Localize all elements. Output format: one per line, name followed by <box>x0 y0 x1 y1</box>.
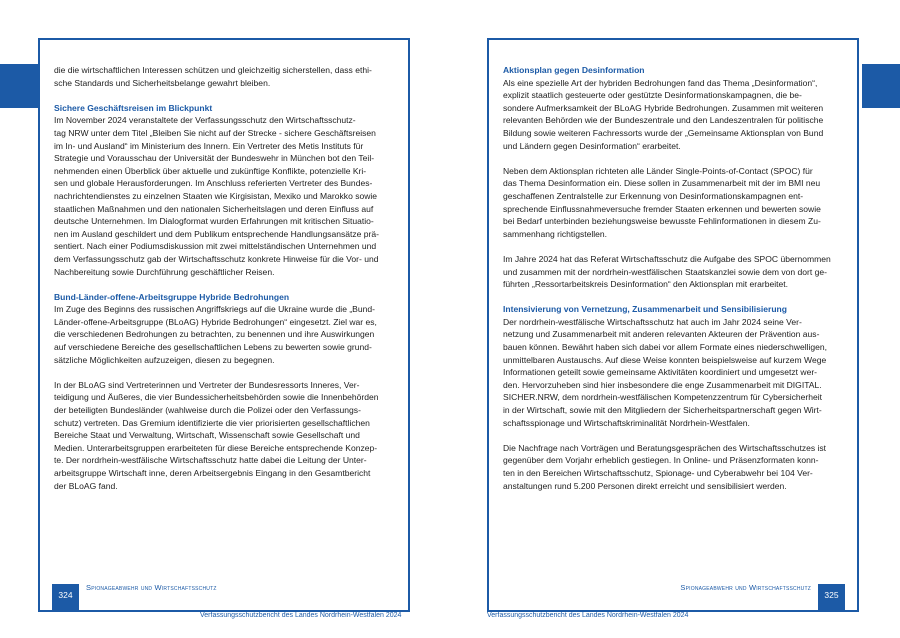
right-heading-action-plan: Aktionsplan gegen Desinformation <box>503 65 645 75</box>
right-paragraph-action-plan: Als eine spezielle Art der hybriden Bedrohungen fand das Thema „Desinformation“, explizit staatlich gesteuerte oder gestützte Desinformationskampagnen, die be- sondere Aufmerksamkeit der BLoAG Hybride Bedrohungen. Zusammen mit weiteren relevanten Behörden wie der Bundeszentrale und den Landeszentralen für politische Bildung sowie weiteren Fachressorts wurde der „Gemeinsame Aktionsplan von Bund und Ländern gegen Desinformation“ erarbeitet. <box>503 77 824 151</box>
right-page-content <box>503 64 843 505</box>
right-paragraph-spoc: Neben dem Aktionsplan richteten alle Länder Single-Points-of-Contact (SPOC) für das Thema Desinformation ein. Diese sollen in Zusammenarbeit mit der im BMI neu geschaffenen Zentralstelle zur Erkennung von Desinformationskampagnen ent- sprechende Einflussnahmeversuche fremder Staaten erkennen und bewerten sowie bei Bedarf unterbinden beziehungsweise bewusste Fehlinformationen in diesem Zu- sammenhang richtigstellen. <box>503 165 821 239</box>
left-heading-bloag: Bund-Länder-offene-Arbeitsgruppe Hybride Bedrohungen <box>54 291 290 302</box>
right-paragraph-networking: Der nordrhein-westfälische Wirtschaftsschutz hat auch im Jahr 2024 seine Ver- netzung und Zusammenarbeit mit anderen relevanten Akteuren der Prävention aus- bauen können. Bewährt haben sich dabei vor allem Formate eines niederschwelligen, unmittelbaren Austauschs. Auf diese Weise konnten beispielsweise auf kurzem Wege Informationen geteilt sowie gemeinsame Aktivitäten koordiniert und umgesetzt wer- den. Hervorzuheben sind hier insbesondere die enge Zusammenarbeit mit DIGITAL. SICHER.NRW, dem nordrhein-westfälischen Kompetenzzentrum für Cybersicherheit in der Wirtschaft, sowie mit den Mitgliedern der Sicherheitspartnerschaft gegen Wirt- schaftsspionage und Wirtschaftskriminalität Nordrhein-Westfalen. <box>503 316 828 428</box>
left-intro-paragraph: die die wirtschaftlichen Interessen schützen und gleichzeitig sicherstellen, dass ethi- sche Standards und Sicherheitsbelange gewahrt bleiben. <box>54 65 372 88</box>
running-head-left: Spionageabwehr und Wirtschaftsschutz <box>86 583 217 592</box>
footer-left: Verfassungsschutzbericht des Landes Nordrhein-Westfalen 2024 <box>200 612 402 619</box>
right-paragraph-spoc-2024: Im Jahre 2024 hat das Referat Wirtschaftsschutz die Aufgabe des SPOC übernommen und zusammen mit der nordrhein-westfälischen Staatskanzlei sowie dem von dort ge- führten „Ressortarbeitskreis Desinformation“ den Aktionsplan mit erarbeitet. <box>503 253 831 290</box>
right-heading-networking: Intensivierung von Vernetzung, Zusammenarbeit und Sensibilisierung <box>503 304 787 315</box>
left-heading-business-travel: Sichere Geschäftsreisen im Blickpunkt <box>54 102 213 113</box>
right-paragraph-demand: Die Nachfrage nach Vorträgen und Beratungsgesprächen des Wirtschaftsschutzes ist gegenüber dem Vorjahr erheblich gestiegen. In Online- und Präsenzformaten konn- ten in den Bereichen Wirtschaftsschutz, Spionage- und Cyberabwehr bei 104 Ver- anstaltungen rund 5.200 Personen direkt erreicht und sensibilisiert werden. <box>503 442 827 491</box>
right-thumb-tab <box>862 64 900 108</box>
left-paragraph-business-travel: Im November 2024 veranstaltete der Verfassungsschutz den Wirtschaftsschutz- tag NRW unter dem Titel „Bleiben Sie nicht auf der Strecke - sichere Geschäftsreisen im In- und Ausland“ im Ministerium des Innern. Ein Vertreter des Metis Instituts für Strategie und Vorausschau der Universität der Bundeswehr in München bot den Teil- nehmenden einen Überblick über aktuelle und zukünftige Konflikte, potenzielle Kri- sen und globale Herausforderungen. Im Anschluss referierten Vertreter des Bundes- nachrichtendienstes zu einzelnen Staaten wie Kirgisistan, Mexiko und Marokko sowie staatlichen Maßnahmen und den nationalen Sicherheitslagen und deren Einfluss auf deutsche Unternehmen. Im Dialogformat wurden Erfahrungen mit kritischen Situatio- nen im Ausland geschildert und dem Publikum entsprechende Handlungsansätze prä- sentiert. Nach einer Podiumsdiskussion mit zwei mittelständischen Unternehmen und dem Verfassungsschutz gab der Wirtschaftsschutz konkrete Hinweise für die Vor- und Nachbereitung sowie Durchführung geschäftlicher Reisen. <box>54 115 379 277</box>
left-paragraph-bloag-members: In der BLoAG sind Vertreterinnen und Vertreter der Bundesressorts Inneres, Ver- teidigung und Äußeres, die vier Bundessicherheitsbehörden sowie die Innenbehörden der beteiligten Bundesländer (wahlweise durch die Polizei oder den Verfassungs- schutz) vertreten. Das Gremium identifizierte die vier priorisierten gesellschaftlichen Bereiche Staat und Verwaltung, Wirtschaft, Wissenschaft sowie Gesellschaft und Medien. Unterarbeitsgruppen erarbeiteten für diese Bereiche entsprechende Konzep- te. Der nordrhein-westfälische Wirtschaftsschutz hatte dabei die Leitung der Unter- arbeitsgruppe Wirtschaft inne, deren Arbeitsergebnis Eingang in den Gesamtbericht der BLoAG fand. <box>54 379 379 491</box>
left-thumb-tab <box>0 64 38 108</box>
left-page-content <box>54 64 394 505</box>
running-head-right: Spionageabwehr und Wirtschaftsschutz <box>680 583 811 592</box>
page-number-left: 324 <box>52 584 79 612</box>
left-paragraph-bloag: Im Zuge des Beginns des russischen Angriffskriegs auf die Ukraine wurde die „Bund- Länder-offene-Arbeitsgruppe (BLoAG) Hybride Bedrohungen“ eingesetzt. Ziel war es, die verschiedenen Bedrohungen zu betrachten, zu benennen und ihre Auswirkungen auf verschiedene Bereiche des gesellschaftlichen Lebens zu bewerten sowie grund- sätzliche Möglichkeiten aufzuzeigen, diesen zu begegnen. <box>54 304 377 365</box>
footer-right: Verfassungsschutzbericht des Landes Nordrhein-Westfalen 2024 <box>487 612 689 619</box>
page-number-right: 325 <box>818 584 845 612</box>
left-page <box>38 38 410 612</box>
right-page <box>487 38 859 612</box>
